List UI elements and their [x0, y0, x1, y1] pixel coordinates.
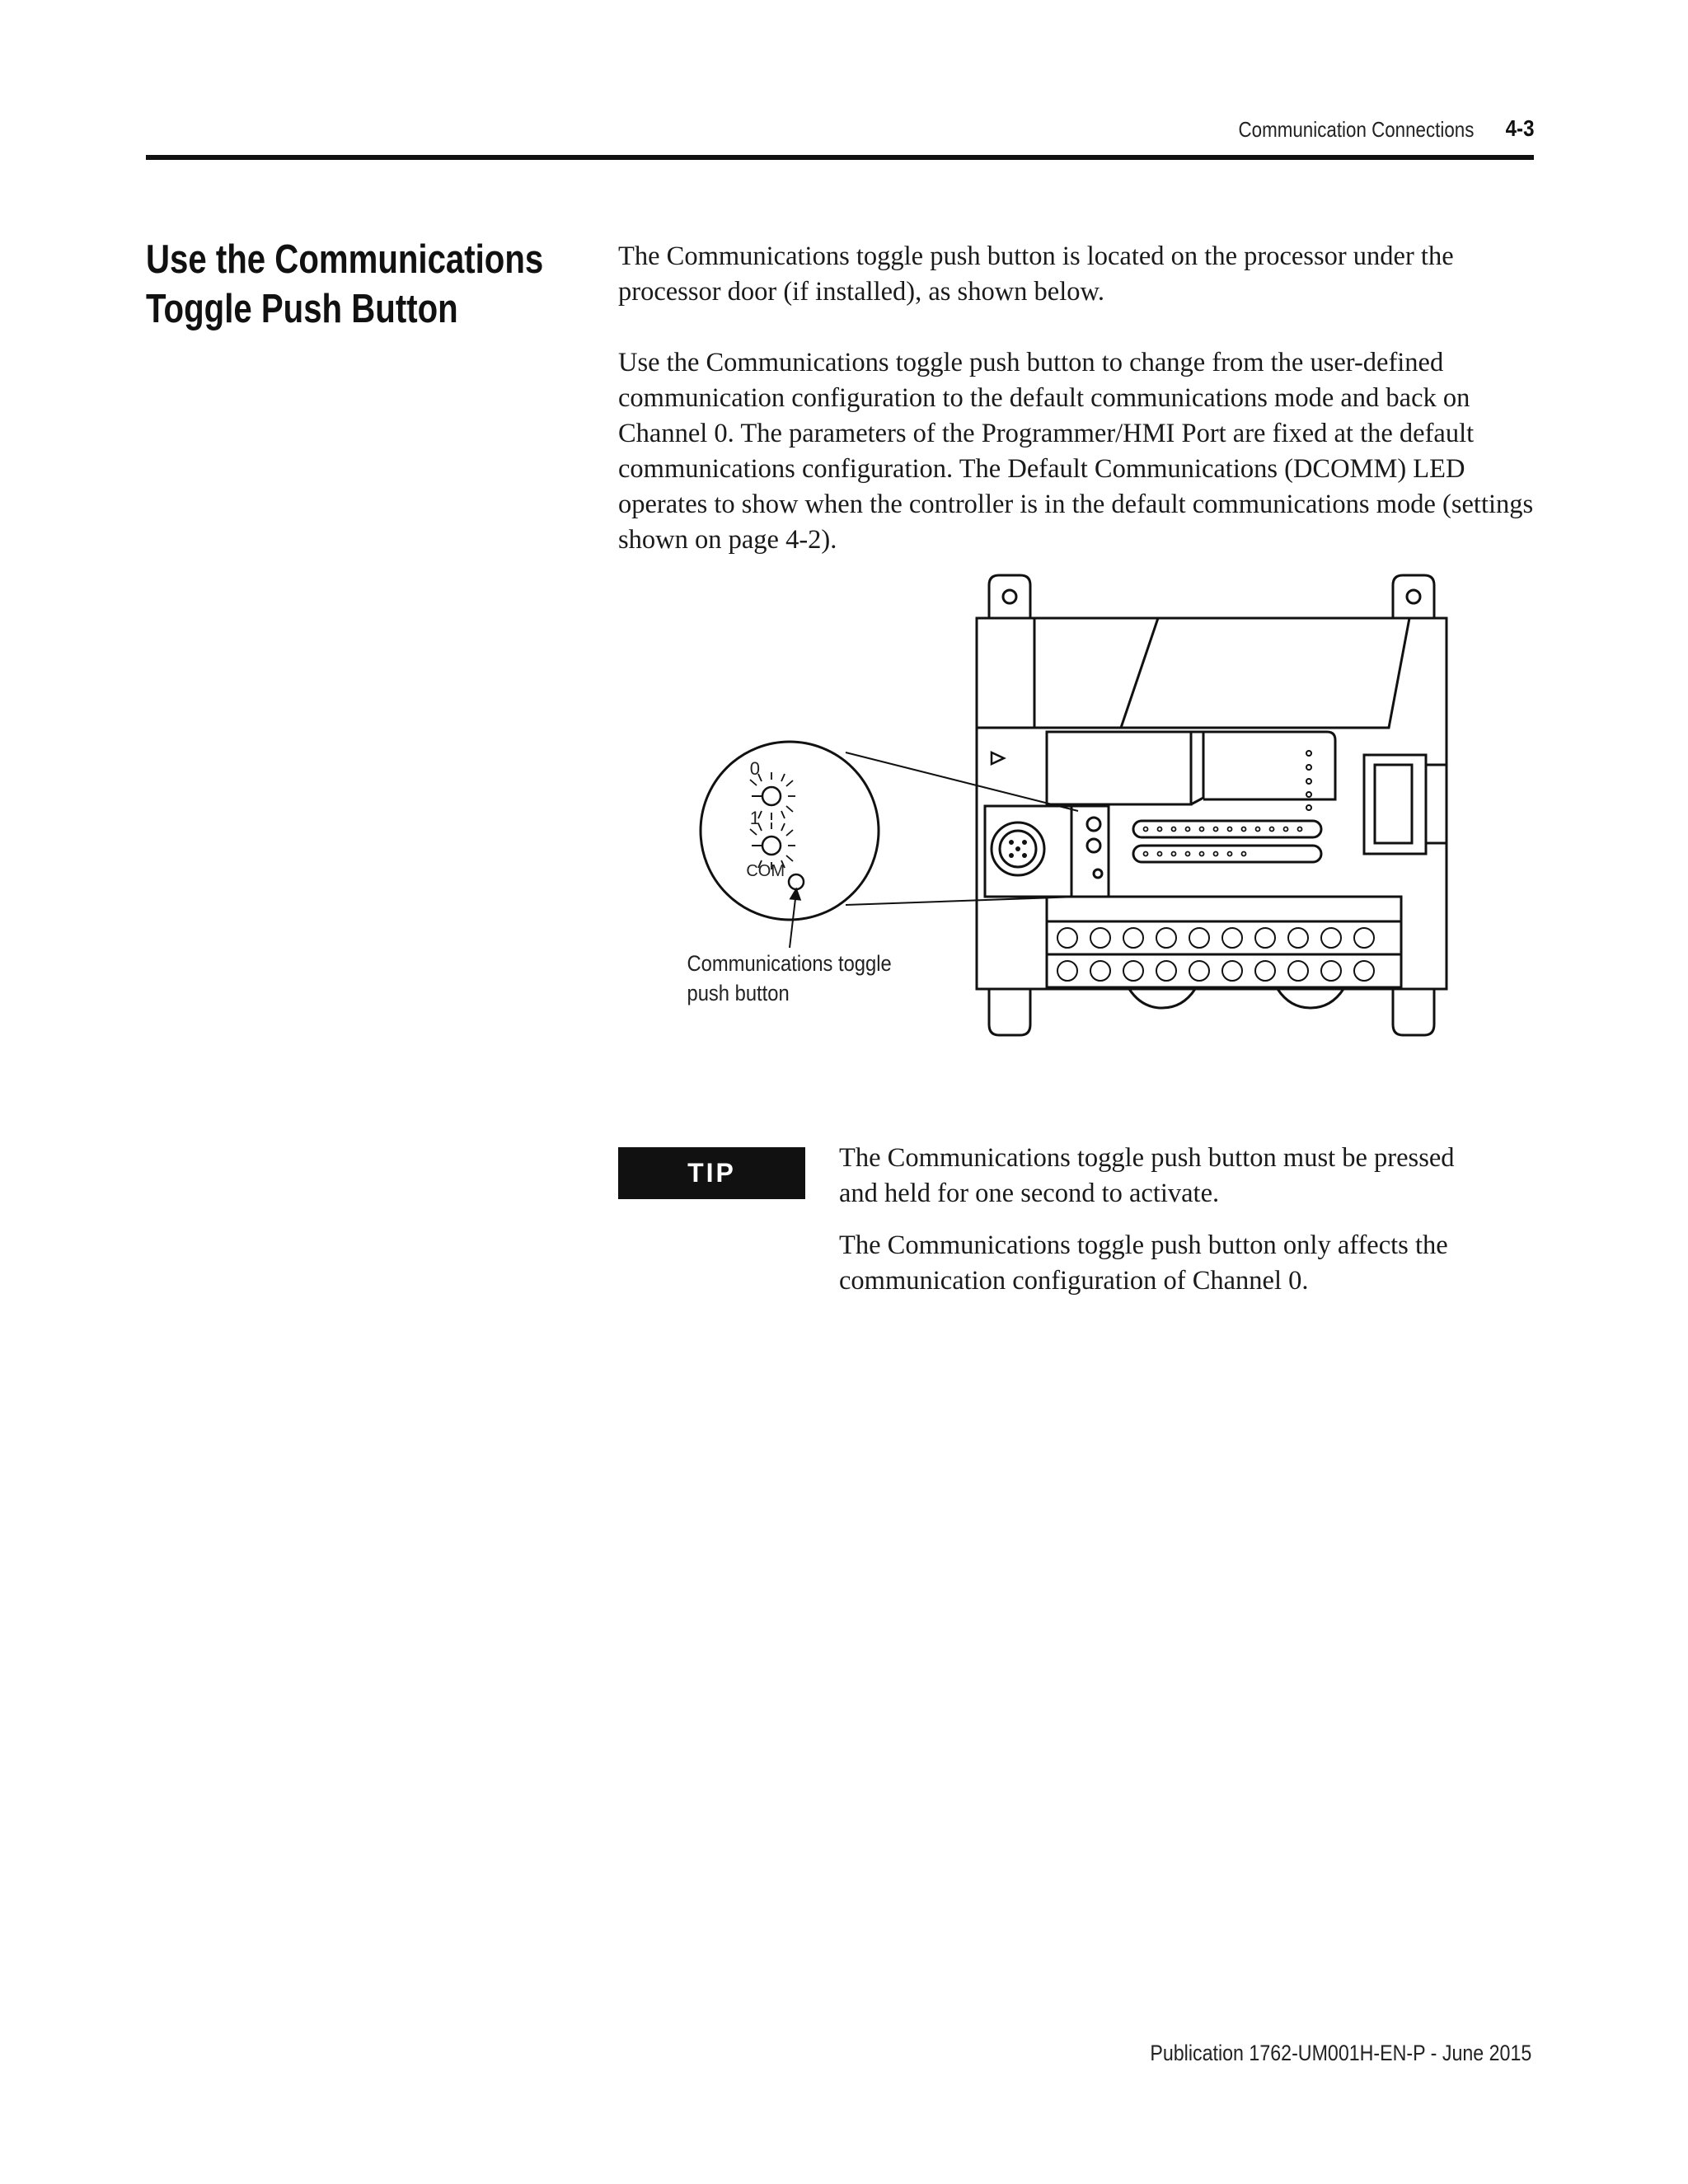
- tip-text-2: The Communications toggle push button only affects the communication configuration of Channel 0.: [839, 1230, 1448, 1296]
- section-heading-line1: Use the Communications: [146, 237, 544, 282]
- led-label-0: 0: [749, 758, 760, 779]
- tip-text-1: The Communications toggle push button must be pressed and held for one second to activate.: [839, 1143, 1455, 1208]
- footer-publication: Publication 1762-UM001H-EN-P - June 2015: [1150, 2041, 1531, 2065]
- com-label: COM: [746, 862, 785, 880]
- callout-line1: Communications toggle: [687, 951, 892, 977]
- tip-badge: TIP: [618, 1147, 805, 1199]
- callout-line2: push button: [687, 981, 790, 1006]
- header-rule: [146, 155, 1534, 160]
- led-label-1: 1: [749, 808, 760, 828]
- controller-diagram: [684, 567, 1459, 1045]
- intro-paragraph: The Communications toggle push button is located on the processor under the processor door (if installed), as shown below.: [618, 241, 1454, 307]
- header-section-title: Communication Connections: [1238, 117, 1474, 142]
- header-page-number: 4-3: [1505, 115, 1534, 141]
- section-heading-line2: Toggle Push Button: [146, 287, 458, 331]
- usage-paragraph: Use the Communications toggle push button to change from the user-defined communication configuration to the default communications mode and back on Channel 0. The parameters of the Programmer/HMI Port are fixed at the default communications configuration. The Default Communications (DCOMM) LED operates to show when the controller is in the default communications mode (settings shown on page 4-2).: [618, 348, 1534, 555]
- section-heading: [146, 235, 574, 334]
